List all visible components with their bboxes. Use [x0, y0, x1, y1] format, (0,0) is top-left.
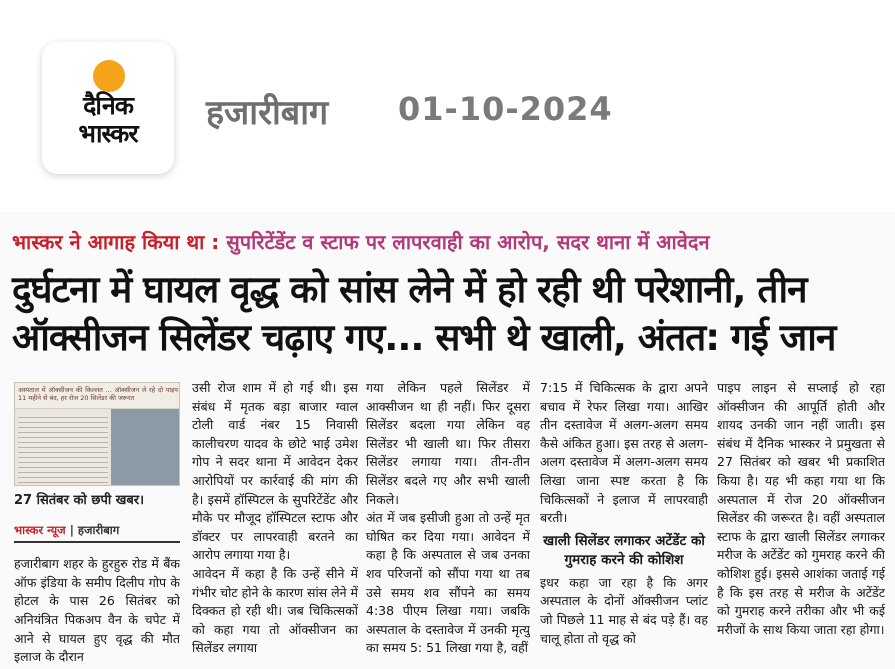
article-column-3: [366, 379, 530, 658]
article-kicker: [12, 228, 710, 255]
column-5-paragraph: पाइप लाइन से सप्लाई हो रहा ऑक्सीजन की आपूर्ति होती और शायद उनकी जान नहीं जाती। इस संबंध में दैनिक भास्कर ने प्रमुखता से 27 सितंबर को खबर भी प्रकाशित किया है। यह भी कहा गया था कि अस्पताल में रोज 20 ऑक्सीजन सिलेंडर की जरूरत है। वहीं अस्पताल स्टाफ के द्वारा खाली सिलेंडर लगाकर मरीज के अटेंडेंट को गुमराह करने की कोशिश हुई। इससे आशंका जताई गई है कि इस तरह से मरीज के अटेंडेंट को गुमराह करने तरीका और भी कई मरीजों के साथ किया जाता रहा होगा।: [717, 380, 885, 637]
edition-city: हजारीबाग: [206, 93, 329, 133]
column-4-paragraph-2: इधर कहा जा रहा है कि अगर अस्पताल के दोनों ऑक्सीजन प्लांट जो पिछले 11 माह से बंद पड़े हैं। वह चालू होता तो वृद्ध को: [540, 574, 708, 646]
headline-line1: दुर्घटना में घायल वृद्ध को सांस लेने में हो रही थी परेशानी, तीन: [12, 268, 807, 311]
column-4-subheading: खाली सिलेंडर लगाकर अटेंडेंट को गुमराह करने की कोशिश: [543, 532, 705, 568]
thumbnail-text: अस्पताल में ऑक्सीजन की किल्लत ... ऑक्सीजन ले रहे दो पाइप 11 महीने से बंद, हर रोज 20 सिलेंडर की जरूरत: [18, 386, 178, 402]
previous-story-thumbnail: [14, 382, 180, 486]
column-1-paragraph: हजारीबाग शहर के हुरहुरु रोड में बैंक ऑफ इंडिया के समीप दिलीप गोप के होटल के पास 26 सितंबर को अनियंत्रित पिकअप वैन के चपेट में आने से घायल हुए वृद्ध की मौत इलाज के दौरान: [14, 556, 180, 665]
column-4-paragraph-1: 7:15 में चिकित्सक के द्वारा अपने बचाव में रेफर लिखा गया। आखिर तीन दस्तावेज में अलग-अलग समय कैसे अंकित हुआ। इस तरह से अलग-अलग दस्तावेज में अलग-अलग समय लिखा जाना स्पष्ट करता है कि चिकित्सकों ने इलाज में लापरवाही बरती।: [540, 380, 708, 526]
sun-icon: [93, 60, 125, 92]
logo-text-line1: दैनिक: [83, 91, 133, 120]
column-3-paragraph-2: अंत में जब इसीजी हुआ तो उन्हें मृत घोषित कर दिया गया। आवेदन में कहा है कि अस्पताल से जब उनका शव परिजनों को सौंपा गया था तब उसे समय शव सौंपने का समय 4:38 पीएम लिखा गया। जबकि अस्पताल के दस्तावेज में उनकी मृत्यु का समय 5: 51 लिखा गया है, वहीं: [366, 510, 530, 656]
article-column-2: [192, 379, 358, 658]
thumbnail-text-lines: [18, 413, 108, 483]
edition-date: 01-10-2024: [398, 90, 613, 128]
dainik-bhaskar-logo[interactable]: [42, 42, 174, 174]
byline-brand: भास्कर न्यूज: [14, 522, 66, 537]
kicker-text: सुपरिटेंडेंट व स्टाफ पर लापरवाही का आरोप, सदर थाना में आवेदन: [226, 230, 710, 254]
column-2-paragraph-1: उसी रोज शाम में हो गई थी। इस संबंध में मृतक बड़ा बाजार ग्वाल टोली वार्ड नंबर 15 निवासी कालीचरण यादव के छोटे भाई उमेश गोप ने सदर थाना में आवेदन देकर आरोपियों पर कार्रवाई की मांग की है। इसमें हॉस्पिटल के सुपरिटेंडेंट और मौके पर मौजूद हॉस्पिटल स्टाफ और डॉक्टर पर लापरवाही बरतने का आरोप लगाया गया है।: [192, 380, 358, 563]
column-2-paragraph-2: आवेदन में कहा है कि उन्हें सीने में गंभीर चोट होने के कारण सांस लेने में दिक्कत हो रही थी। जब चिकित्सकों को कहा गया तो ऑक्सीजन का सिलेंडर लगाया: [192, 565, 358, 656]
thumbnail-photo: [111, 409, 180, 486]
thumbnail-header: [15, 383, 180, 409]
kicker-lead: भास्कर ने आगाह किया था :: [12, 230, 220, 254]
article-column-4: [540, 379, 708, 648]
headline-line2: ऑक्सीजन सिलेंडर चढ़ाए गए... सभी थे खाली, अंतत: गई जान: [12, 316, 836, 359]
newspaper-clipping: [0, 212, 895, 669]
logo-text-line2: भास्कर: [78, 119, 138, 148]
thumbnail-caption: 27 सितंबर को छपी खबर।: [14, 493, 145, 508]
column-3-paragraph-1: गया लेकिन पहले सिलेंडर में आक्सीजन था ही नहीं। फिर दूसरा सिलेंडर बदला गया लेकिन वह सिलेंडर भी खाली था। फिर तीसरा सिलेंडर लगाया गया। तीन-तीन सिलेंडर बदले गए और सभी खाली निकले।: [366, 380, 530, 507]
byline-city: | हजारीबाग: [69, 522, 120, 537]
byline: [14, 521, 180, 544]
article-column-1: [14, 382, 180, 667]
article-column-5: [717, 379, 885, 639]
page-header: [0, 0, 895, 185]
